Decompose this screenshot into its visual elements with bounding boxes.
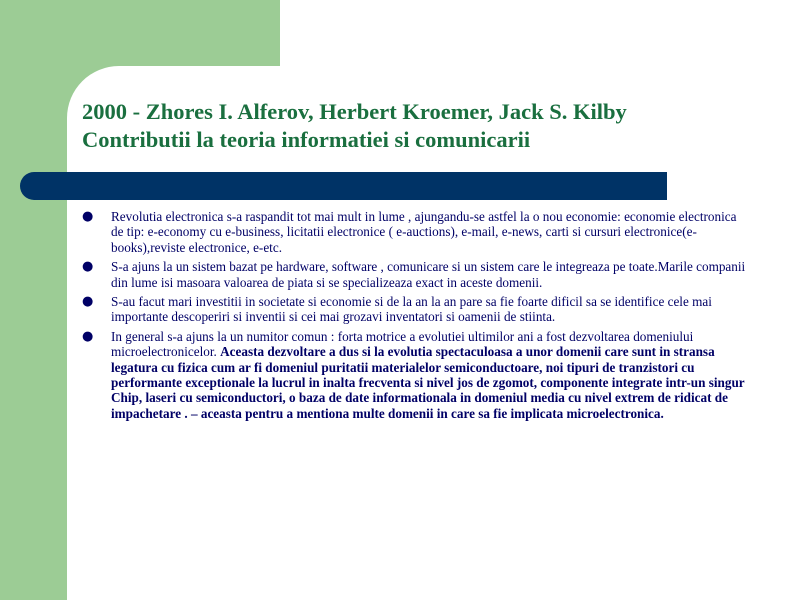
bullet-dot-icon: ● [82, 259, 94, 275]
bullet-item [82, 294, 746, 325]
title-divider-bar [20, 172, 667, 200]
bullet-dot-icon: ● [82, 209, 94, 224]
slide-title [82, 98, 782, 154]
bullet-text: Revolutia electronica s-a raspandit tot mai mult in lume , ajungandu-se astfel la o nou economie: economie electronica de tip: e-economy cu e-business, licitatii electronice ( e-auctions), e-mail, e-news, carti si cursuri electronice(e-books),reviste electronice, e-etc. [111, 209, 737, 255]
bullet-text: S-a ajuns la un sistem bazat pe hardware, software , comunicare si un sistem care le integreaza pe toate.Marile companii din lume isi masoara valoarea de piata si se specializeaza exact in aceste domenii. [111, 259, 746, 290]
bullet-list [82, 209, 746, 425]
bullet-item [82, 209, 746, 255]
bullet-item [82, 329, 746, 421]
green-left-strip [0, 0, 67, 600]
bullet-bold-text: Aceasta dezvoltare a dus si la evolutia spectaculoasa a unor domenii care sunt in stransa legatura cu fizica cum ar fi domeniul puritatii materialelor semiconductoare, noi tipuri de tranzistori cu performante exceptionale la lucrul in inalta frecventa si nivel jos de zgomot, componente integrate intr-un singur Chip, laseri cu semiconductori, o baza de date informationala in domeniul media cu nivel extrem de ridicat de impachetare . – aceasta pentru a mentiona multe domenii in care sa fie implicata microelectronica. [111, 344, 745, 421]
slide-title-line-1: 2000 - Zhores I. Alferov, Herbert Kroemer, Jack S. Kilby [82, 99, 627, 124]
bullet-text: S-au facut mari investitii in societate si economie si de la an la an pare sa fie foarte dificil sa se identifice cele mai importante descoperiri si inventii si cei mai grozavi inventatori si oamenii de stiinta. [111, 294, 712, 325]
bullet-dot-icon: ● [82, 294, 94, 310]
bullet-item [82, 259, 746, 290]
bullet-dot-icon: ● [82, 328, 94, 344]
slide-title-line-2: Contributii la teoria informatiei si comunicarii [82, 127, 531, 152]
bullet-text: In general s-a ajuns la un numitor comun : forta motrice a evolutiei ultimilor ani a fost dezvoltarea domeniului microelectronicelor. [111, 328, 694, 360]
